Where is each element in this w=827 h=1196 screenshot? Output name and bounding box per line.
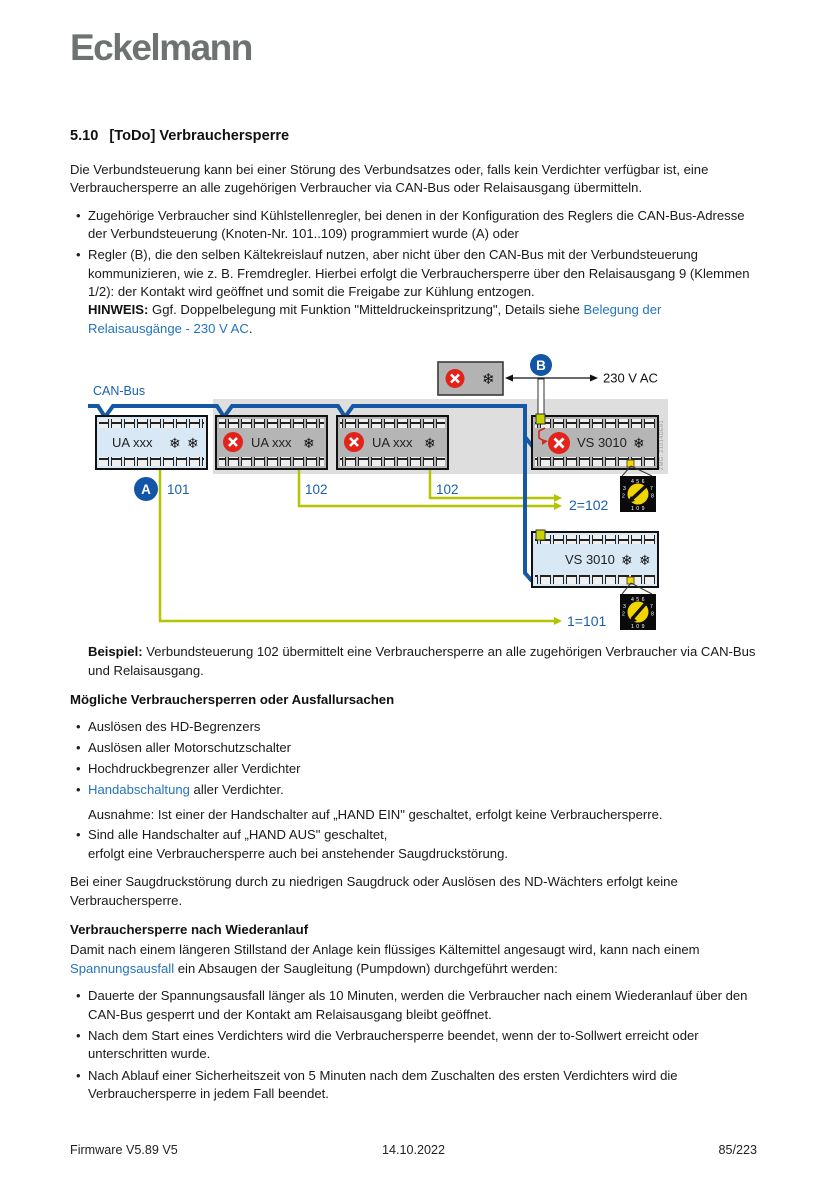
list-item-text: Dauerte der Spannungsausfall länger als 10 Minuten, werden die Verbraucher nach einem Wiederanlauf über den CAN-Bus gesperrt und der Kontakt am Relaisausgang bleibt geöffnet.: [88, 988, 748, 1022]
relay-drop-line: [538, 379, 544, 415]
hinweis-period: .: [248, 320, 253, 336]
svg-text:4 5 6: 4 5 6: [630, 479, 646, 486]
list-item: [88, 760, 757, 778]
subheading-causes: Mögliche Verbrauchersperren oder Ausfallursachen: [70, 691, 395, 707]
footer-date: 14.10.2022: [381, 1143, 446, 1157]
causes-list: [70, 718, 757, 863]
list-item-text: aller Verdichter.: [189, 782, 284, 798]
svg-text:1 0 9: 1 0 9: [630, 506, 646, 513]
snowflake-icon: ❄: [621, 552, 633, 569]
list-item-text: Auslösen aller Motorschutzschalter: [88, 740, 292, 756]
page-content: [0, 27, 827, 1104]
list-item-text: Auslösen des HD-Begrenzers: [88, 719, 261, 735]
diagram-canvas: [85, 351, 785, 641]
switch-map-2-102: 2=102: [569, 497, 609, 514]
svg-text:A: A: [141, 482, 151, 498]
drawing-code: ZMG: 21014DE01: [659, 420, 665, 471]
fault-x-icon: [344, 432, 364, 452]
link-spannungsausfall[interactable]: Spannungsausfall: [70, 960, 175, 976]
snowflake-icon: ❄: [633, 435, 645, 452]
svg-text:8: 8: [651, 493, 654, 500]
relay-terminal: [536, 414, 545, 424]
caption-text: Verbundsteuerung 102 übermittelt eine Verbrauchersperre an alle zugehörigen Verbraucher via CAN-Bus und Relaisausgang.: [88, 644, 756, 678]
voltage-arrow: [505, 375, 598, 382]
snowflake-icon: ❄: [187, 435, 199, 452]
svg-text:1 0 9: 1 0 9: [630, 624, 646, 631]
svg-text:B: B: [536, 358, 546, 374]
snowflake-icon: ❄: [169, 435, 181, 452]
device-label: VS 3010: [565, 552, 615, 568]
svg-text:2: 2: [622, 493, 625, 500]
marker-a: [134, 477, 158, 501]
device-vs3010-blocked: [532, 414, 658, 469]
svg-text:7: 7: [650, 486, 653, 493]
svg-text:7: 7: [650, 604, 653, 611]
consumer-definition-list: [70, 207, 757, 338]
relay-line-101: [160, 469, 554, 621]
list-item: [88, 987, 757, 1024]
list-item: [88, 718, 757, 736]
relay-lines: [160, 469, 554, 621]
saugdruck-paragraph: Bei einer Saugdruckstörung durch zu niedrigen Saugdruck oder Auslösen des ND-Wächters erfolgt keine Verbrauchersperre.: [70, 874, 678, 908]
snowflake-icon: ❄: [424, 435, 436, 452]
restart-text: ein Absaugen der Saugleitung (Pumpdown) durchgeführt werden:: [174, 960, 558, 976]
exception-note: Ausnahme: Ist einer der Handschalter auf „HAND EIN" geschaltet, erfolgt keine Verbrauchersperre.: [88, 806, 663, 822]
restart-list: [70, 987, 757, 1103]
restart-text: Damit nach einem längeren Stillstand der Anlage kein flüssiges Kältemittel angesaugt wird, kann nach einem: [70, 942, 700, 958]
svg-text:3: 3: [623, 486, 626, 493]
list-item-text: erfolgt eine Verbrauchersperre auch bei anstehender Saugdruckstörung.: [88, 845, 508, 861]
section-number: 5.10: [70, 128, 99, 144]
hinweis-note: [88, 301, 757, 338]
diagram-caption: [70, 643, 757, 680]
blocked-consumer-box: [438, 362, 503, 395]
snowflake-icon: ❄: [303, 435, 315, 452]
marker-b: [530, 354, 552, 376]
list-item: [88, 1027, 757, 1064]
topology-diagram: [85, 351, 785, 641]
fault-x-icon: [548, 432, 570, 454]
snowflake-icon: ❄: [482, 371, 495, 389]
device-label: UA xxx: [112, 435, 153, 451]
list-item: [88, 246, 757, 338]
device-vs3010-running: [532, 530, 658, 587]
fault-x-icon: [223, 432, 243, 452]
list-item-text: • Sind alle Handschalter auf „HAND AUS" geschaltet,: [88, 827, 388, 843]
list-item-text: • Regler (B), die den selben Kältekreislauf nutzen, aber nicht über den CAN-Bus mit der Verbundsteuerung kommunizieren, wie z. B. Fremdregler. Hierbei erfolgt die Verbrauchersperre über den Relaisausgang 9 (Klemmen 1/2): der Kontakt wird geöffnet und somit die Freigabe zur Kühlung entzogen.: [88, 247, 750, 299]
list-item-text: Nach Ablauf einer Sicherheitszeit von 5 Minuten nach dem Zuschalten des ersten Verdichters wird die Verbrauchersperre in jedem Fall beendet.: [88, 1067, 678, 1102]
list-item-text: Nach dem Start eines Verdichters wird die Verbrauchersperre beendet, wenn der to-Sollwert erreicht oder unterschritten wurde.: [88, 1028, 699, 1062]
device-ua-2: [216, 416, 327, 469]
company-logo: Eckelmann: [70, 27, 252, 68]
page-footer: [70, 1141, 757, 1159]
svg-text:3: 3: [623, 604, 626, 611]
relay-terminal: [536, 530, 545, 540]
intro-paragraph: Die Verbundsteuerung kann bei einer Störung des Verbundsatzes oder, falls kein Verdichter verfügbar ist, eine Verbrauchersperre an alle zugehörigen Verbraucher via CAN-Bus oder Relaisausgang übermitteln.: [70, 162, 709, 196]
section-title: [ToDo] Verbrauchersperre: [109, 128, 290, 144]
subheading-restart: Verbrauchersperre nach Wiederanlauf: [70, 922, 309, 938]
rotary-switch-2: [620, 594, 656, 630]
list-item-text: Zugehörige Verbraucher sind Kühlstellenregler, bei denen in der Konfiguration des Reglers die CAN-Bus-Adresse der Verbundsteuerung (Knoten-Nr. 101..109) programmiert wurde (A) oder: [88, 207, 745, 242]
list-item: [88, 207, 757, 244]
switch-map-1-101: 1=101: [567, 613, 607, 630]
list-item: [88, 826, 757, 863]
hinweis-label: HINWEIS:: [88, 302, 149, 318]
link-handabschaltung[interactable]: Handabschaltung: [88, 782, 190, 798]
footer-page-number: 85/223: [718, 1143, 757, 1157]
list-item: [88, 781, 757, 824]
relay-line-102-a: [299, 469, 554, 506]
voltage-label: 230 V AC: [603, 370, 658, 386]
device-label: VS 3010: [577, 435, 627, 451]
footer-firmware: Firmware V5.89 V5: [70, 1143, 178, 1157]
address-102-b: 102: [436, 482, 459, 498]
link-relay-outputs[interactable]: Belegung der Relaisausgänge - 230 V AC: [88, 302, 662, 336]
can-bus-label: CAN-Bus: [93, 384, 146, 399]
rotary-switch-1: [620, 476, 656, 512]
caption-label: Beispiel:: [88, 644, 143, 660]
list-item: [88, 1067, 757, 1104]
device-label: UA xxx: [251, 435, 292, 451]
address-102-a: 102: [305, 482, 328, 498]
svg-text:4 5 6: 4 5 6: [630, 597, 646, 604]
fault-x-icon: [446, 369, 465, 388]
list-item-text: Hochdruckbegrenzer aller Verdichter: [88, 761, 301, 777]
svg-text:2: 2: [622, 611, 625, 618]
restart-paragraph: [70, 941, 757, 978]
snowflake-icon: ❄: [639, 552, 651, 569]
device-ua-3: [337, 416, 448, 469]
list-item: [88, 739, 757, 757]
device-ua-1: [96, 416, 207, 469]
address-101: 101: [167, 482, 190, 498]
device-label: UA xxx: [372, 435, 413, 451]
hinweis-text: Ggf. Doppelbelegung mit Funktion "Mitteldruckeinspritzung", Details siehe: [148, 302, 584, 318]
section-heading: [70, 127, 757, 145]
svg-text:8: 8: [651, 611, 654, 618]
